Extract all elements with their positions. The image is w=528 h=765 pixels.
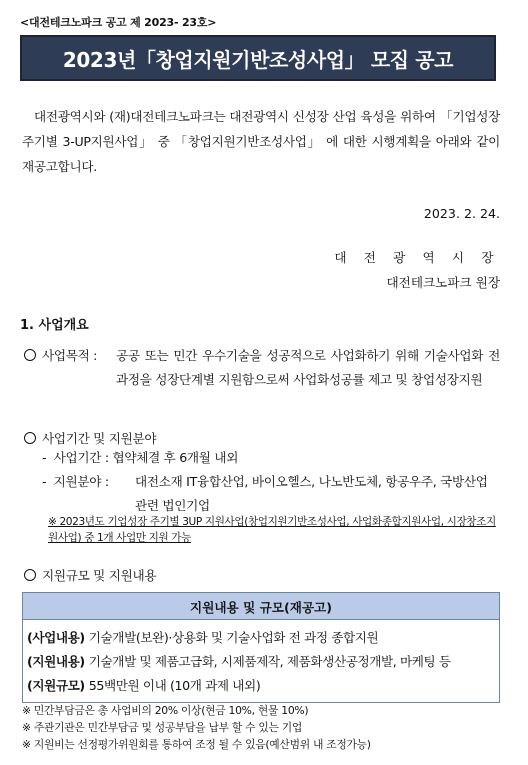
period-heading-text: 사업기간 및 지원분야 bbox=[42, 431, 157, 446]
circle-bullet-icon bbox=[24, 349, 36, 361]
support-table-header: 지원내용 및 규모(재공고) bbox=[22, 592, 500, 620]
dash-icon: - bbox=[42, 450, 54, 465]
section-title: 1. 사업개요 bbox=[20, 318, 89, 333]
table-row bbox=[27, 626, 493, 650]
purpose-text: 공공 또는 민간 우수기술을 성공적으로 사업화하기 위해 기술사업화 전 과정을 성장단계별 지원함으로써 사업화성공률 제고 및 창업성장지원 bbox=[116, 348, 500, 387]
row-text: 기술개발 및 제품고급화, 시제품제작, 제품화생산공정개발, 마케팅 등 bbox=[88, 654, 451, 669]
field-line bbox=[42, 470, 502, 513]
announcement-title: 2023년「창업지원기반조성사업」 모집 공고 bbox=[62, 47, 454, 72]
notice-number: <대전테크노파크 공고 제 2023- 23호> bbox=[20, 16, 217, 29]
table-row bbox=[27, 674, 493, 698]
row-label: (지원내용) bbox=[27, 654, 85, 669]
row-text: 기술개발(보완)·상용화 및 기술사업화 전 과정 종합지원 bbox=[88, 630, 379, 645]
footnotes bbox=[22, 702, 502, 753]
table-row bbox=[27, 650, 493, 674]
field-label: 지원분야 : bbox=[53, 474, 109, 489]
support-table bbox=[22, 592, 500, 703]
intro-paragraph bbox=[22, 104, 500, 179]
eligibility-note: ※ 2023년도 기업성장 주기별 3UP 지원사업(창업지원기반조성사업, 사업화종합지원사업, 시장창조지원사업) 중 1개 사업만 지원 가능 bbox=[48, 516, 496, 544]
purpose-label-wrap bbox=[24, 344, 97, 368]
period-heading bbox=[24, 428, 156, 447]
footnote: ※ 민간부담금은 총 사업비의 20% 이상(현금 10%, 현물 10%) bbox=[22, 704, 309, 717]
circle-bullet-icon bbox=[24, 569, 36, 581]
issuer-technopark: 대전테크노파크 원장 bbox=[386, 275, 500, 290]
period-text: 사업기간 : 협약체결 후 6개월 내외 bbox=[53, 450, 239, 465]
footnote: ※ 지원비는 선정평가위원회를 통하여 조정 될 수 있음(예산범위 내 조정가능) bbox=[22, 738, 371, 751]
field-text: 대전소재 IT융합산업, 바이오헬스, 나노반도체, 항공우주, 국방산업 관련 법인기업 bbox=[135, 474, 488, 513]
circle-bullet-icon bbox=[24, 432, 36, 444]
announcement-title-banner bbox=[20, 35, 496, 81]
intro-text: 대전광역시와 (재)대전테크노파크는 대전광역시 신성장 산업 육성을 위하여 「기업성장주기별 3-UP지원사업」 중 「창업지원기반조성사업」 에 대한 시행계획을 아래와 같이 재공고합니다. bbox=[22, 109, 500, 174]
row-label: (사업내용) bbox=[27, 630, 85, 645]
scale-heading bbox=[24, 565, 156, 584]
footnote: ※ 주관기관은 민간부담금 및 성공부담을 납부 할 수 있는 기업 bbox=[22, 721, 303, 734]
dash-icon: - bbox=[42, 474, 54, 489]
support-table-body bbox=[22, 620, 500, 703]
issuer-mayor: 대 전 광 역 시 장 bbox=[334, 250, 500, 265]
announcement-date: 2023. 2. 24. bbox=[423, 206, 500, 221]
purpose-label: 사업목적 : bbox=[42, 348, 98, 363]
scale-heading-text: 지원규모 및 지원내용 bbox=[42, 568, 157, 583]
period-line bbox=[42, 446, 238, 470]
row-label: (지원규모) bbox=[27, 678, 85, 693]
row-text: 55백만원 이내 (10개 과제 내외) bbox=[88, 678, 261, 693]
